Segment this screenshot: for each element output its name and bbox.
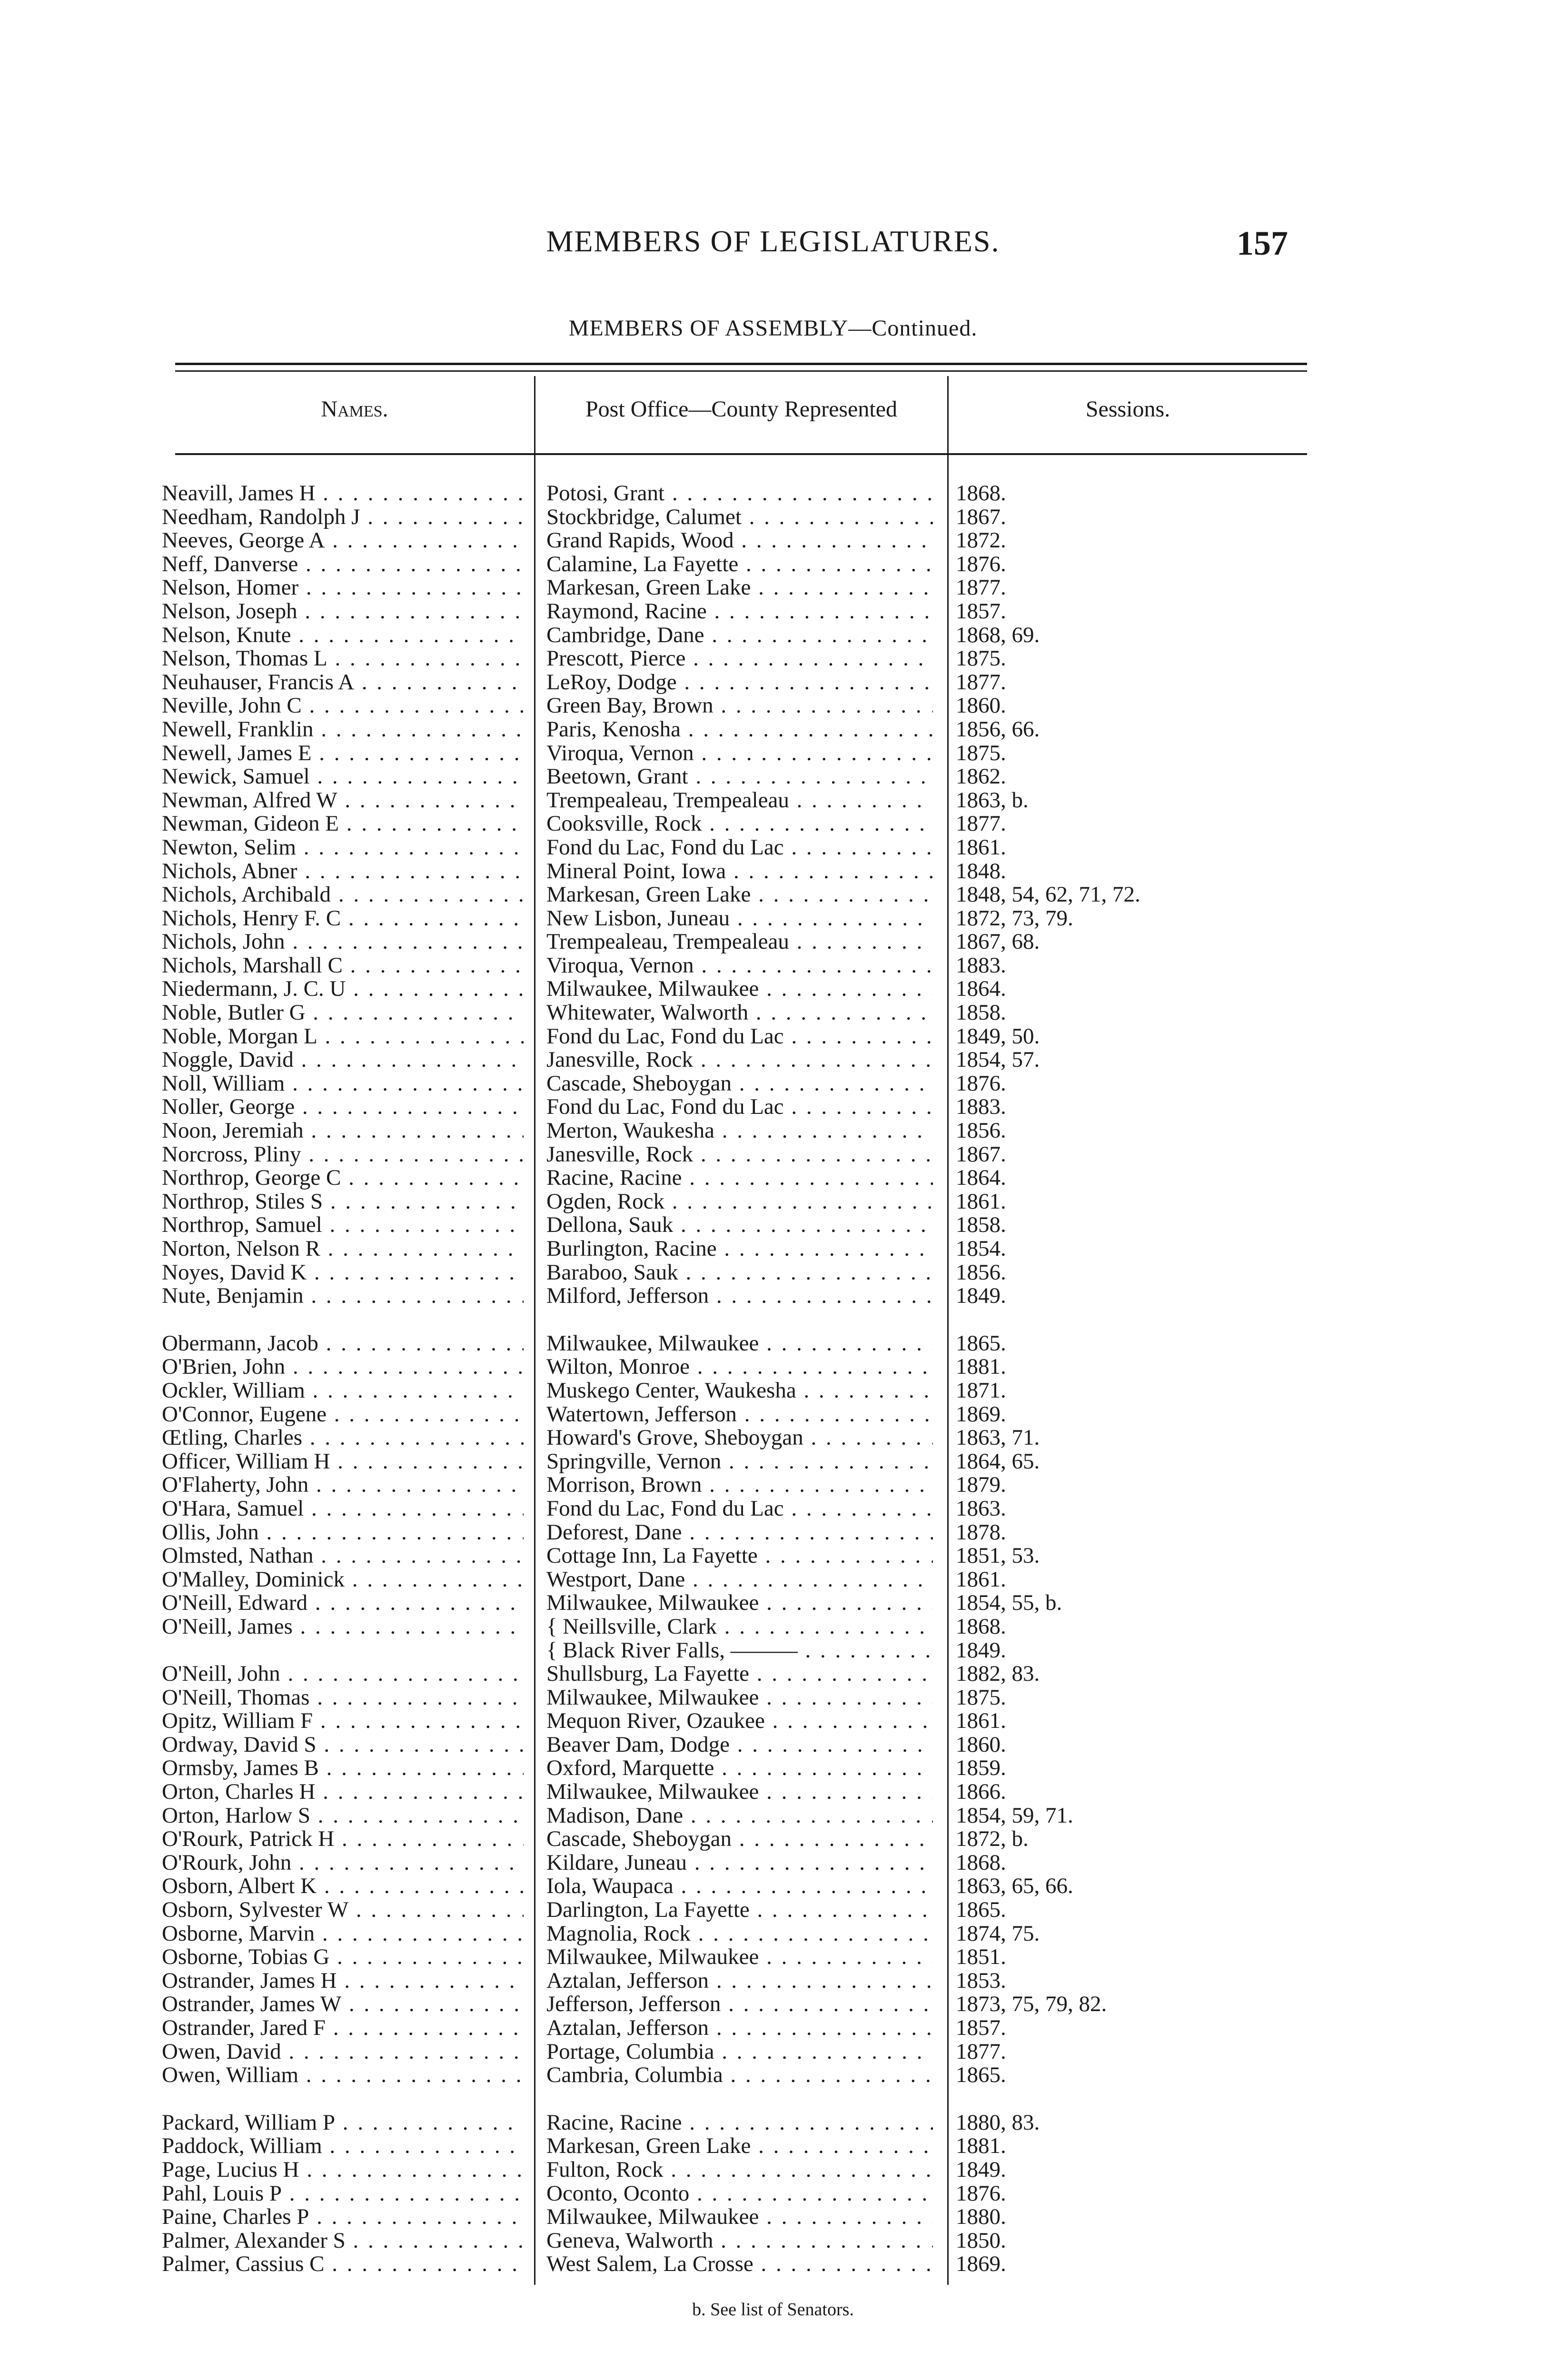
member-name: Œtling, Charles . . . bbox=[162, 1426, 524, 1450]
post-office-county: Aztalan, Jefferson . . . bbox=[546, 2016, 933, 2040]
post-office-county: { Neillsville, Clark . . . bbox=[546, 1615, 933, 1639]
post-office-county: Green Bay, Brown . . . bbox=[546, 694, 933, 718]
sessions: 1862. bbox=[956, 764, 1006, 789]
member-name: Ollis, John . . . bbox=[162, 1521, 524, 1545]
member-name: Osborne, Marvin . . . bbox=[162, 1922, 524, 1946]
member-name: Noble, Morgan L . . . bbox=[162, 1025, 524, 1049]
footnote: b. See list of Senators. bbox=[692, 2300, 854, 2320]
post-office-county: Viroqua, Vernon . . . bbox=[546, 742, 933, 765]
sessions: 1877. bbox=[956, 575, 1006, 600]
post-office-county: Milwaukee, Milwaukee . . . bbox=[546, 2205, 933, 2229]
sessions: 1864. bbox=[956, 1165, 1006, 1190]
member-name: Olmsted, Nathan . . . bbox=[162, 1544, 524, 1568]
sessions: 1881. bbox=[956, 1354, 1006, 1379]
member-name: O'Neill, Edward . . . bbox=[162, 1591, 524, 1615]
member-name: Noller, George . . . bbox=[162, 1095, 524, 1119]
sessions: 1880. bbox=[956, 2204, 1006, 2230]
column-header-names: Names. bbox=[321, 397, 388, 422]
sessions: 1865. bbox=[956, 1330, 1006, 1356]
member-name: Page, Lucius H . . . bbox=[162, 2158, 524, 2182]
sessions: 1868, 69. bbox=[956, 622, 1040, 647]
post-office-county: Stockbridge, Calumet . . . bbox=[546, 506, 933, 529]
sessions: 1864, 65. bbox=[956, 1448, 1040, 1474]
sessions: 1883. bbox=[956, 952, 1006, 978]
sessions: 1863. bbox=[956, 1496, 1006, 1521]
sessions: 1874, 75. bbox=[956, 1921, 1040, 1946]
sessions: 1857. bbox=[956, 2015, 1006, 2040]
sessions: 1882, 83. bbox=[956, 1661, 1040, 1686]
post-office-county: Whitewater, Walworth . . . bbox=[546, 1001, 933, 1025]
column-header-sessions: Sessions. bbox=[1085, 397, 1170, 422]
sessions: 1850. bbox=[956, 2228, 1006, 2253]
member-name: O'Rourk, Patrick H . . . bbox=[162, 1827, 524, 1851]
post-office-county: Mineral Point, Iowa . . . bbox=[546, 860, 933, 883]
member-name: O'Neill, John . . . bbox=[162, 1662, 524, 1686]
sessions: 1877. bbox=[956, 2039, 1006, 2064]
post-office-county: Beetown, Grant . . . bbox=[546, 765, 933, 789]
sessions: 1869. bbox=[956, 2251, 1006, 2277]
table-subtitle: MEMBERS OF ASSEMBLY—Continued. bbox=[568, 316, 978, 341]
post-office-county: Shullsburg, La Fayette . . . bbox=[546, 1662, 933, 1686]
post-office-county: Mequon River, Ozaukee . . . bbox=[546, 1709, 933, 1733]
post-office-county: Janesville, Rock . . . bbox=[546, 1143, 933, 1167]
post-office-county: Janesville, Rock . . . bbox=[546, 1048, 933, 1072]
sessions: 1872, b. bbox=[956, 1826, 1029, 1852]
post-office-county: Magnolia, Rock . . . bbox=[546, 1922, 933, 1946]
post-office-county: Cottage Inn, La Fayette . . . bbox=[546, 1544, 933, 1568]
sessions: 1851, 53. bbox=[956, 1543, 1040, 1568]
member-name: Obermann, Jacob . . . bbox=[162, 1332, 524, 1356]
member-name: Owen, David . . . bbox=[162, 2040, 524, 2064]
post-office-county: Milwaukee, Milwaukee . . . bbox=[546, 1332, 933, 1356]
sessions: 1876. bbox=[956, 2181, 1006, 2206]
member-name: Newman, Alfred W . . . bbox=[162, 789, 524, 813]
post-office-county: Potosi, Grant . . . bbox=[546, 482, 933, 506]
post-office-county: Jefferson, Jefferson . . . bbox=[546, 1993, 933, 2016]
sessions: 1854, 59, 71. bbox=[956, 1803, 1073, 1828]
post-office-county: Portage, Columbia . . . bbox=[546, 2040, 933, 2064]
sessions: 1866. bbox=[956, 1779, 1006, 1805]
post-office-county: Fond du Lac, Fond du Lac . . . bbox=[546, 1095, 933, 1119]
post-office-county: Milford, Jefferson . . . bbox=[546, 1284, 933, 1308]
member-name: O'Rourk, John . . . bbox=[162, 1851, 524, 1875]
column-divider-1 bbox=[534, 376, 535, 2285]
sessions: 1849. bbox=[956, 1283, 1006, 1309]
post-office-county: Cambria, Columbia . . . bbox=[546, 2063, 933, 2087]
member-name: Noll, William . . . bbox=[162, 1072, 524, 1096]
sessions: 1868. bbox=[956, 1614, 1006, 1639]
sessions: 1854. bbox=[956, 1236, 1006, 1261]
sessions: 1854, 57. bbox=[956, 1047, 1040, 1072]
post-office-county: Trempealeau, Trempealeau . . . bbox=[546, 930, 933, 954]
column-divider-2 bbox=[947, 376, 949, 2285]
sessions: 1857. bbox=[956, 598, 1006, 624]
post-office-county: Muskego Center, Waukesha . . . bbox=[546, 1379, 933, 1403]
member-name: Nelson, Joseph . . . bbox=[162, 600, 524, 624]
member-name: Ockler, William . . . bbox=[162, 1379, 524, 1403]
member-name: Palmer, Alexander S . . . bbox=[162, 2229, 524, 2253]
sessions: 1878. bbox=[956, 1519, 1006, 1545]
post-office-county: Cambridge, Dane . . . bbox=[546, 624, 933, 647]
post-office-county: Deforest, Dane . . . bbox=[546, 1521, 933, 1545]
post-office-county: Fond du Lac, Fond du Lac . . . bbox=[546, 1497, 933, 1521]
post-office-county: Milwaukee, Milwaukee . . . bbox=[546, 1686, 933, 1710]
sessions: 1877. bbox=[956, 669, 1006, 694]
member-name: Northrop, George C . . . bbox=[162, 1166, 524, 1190]
member-name: Neeves, George A . . . bbox=[162, 529, 524, 553]
member-name: Niedermann, J. C. U . . . bbox=[162, 977, 524, 1001]
member-name: Newell, Franklin . . . bbox=[162, 718, 524, 742]
page-title: MEMBERS OF LEGISLATURES. bbox=[546, 224, 1000, 258]
post-office-county: Merton, Waukesha . . . bbox=[546, 1119, 933, 1143]
member-name: O'Brien, John . . . bbox=[162, 1355, 524, 1379]
sessions: 1859. bbox=[956, 1755, 1006, 1781]
top-double-rule-1 bbox=[175, 363, 1307, 365]
member-name: Nute, Benjamin . . . bbox=[162, 1284, 524, 1308]
member-name: Noyes, David K . . . bbox=[162, 1261, 524, 1285]
sessions: 1861. bbox=[956, 834, 1006, 860]
member-name: Northrop, Stiles S . . . bbox=[162, 1190, 524, 1214]
member-name: Paddock, William . . . bbox=[162, 2134, 524, 2158]
sessions: 1848, 54, 62, 71, 72. bbox=[956, 882, 1140, 907]
post-office-county: Paris, Kenosha . . . bbox=[546, 718, 933, 742]
post-office-county: Madison, Dane . . . bbox=[546, 1804, 933, 1828]
post-office-county: Baraboo, Sauk . . . bbox=[546, 1261, 933, 1285]
member-name: Osborn, Albert K . . . bbox=[162, 1874, 524, 1898]
post-office-county: Dellona, Sauk . . . bbox=[546, 1213, 933, 1237]
post-office-county: Racine, Racine . . . bbox=[546, 2111, 933, 2135]
sessions: 1883. bbox=[956, 1094, 1006, 1120]
sessions: 1865. bbox=[956, 1897, 1006, 1923]
post-office-county: Raymond, Racine . . . bbox=[546, 600, 933, 624]
header-bottom-rule bbox=[175, 453, 1307, 455]
post-office-county: Markesan, Green Lake . . . bbox=[546, 883, 933, 907]
sessions: 1872, 73, 79. bbox=[956, 905, 1073, 931]
member-name: Norcross, Pliny . . . bbox=[162, 1143, 524, 1167]
column-header-post-office: Post Office—County Represented bbox=[585, 397, 897, 422]
member-name: O'Flaherty, John . . . bbox=[162, 1473, 524, 1497]
sessions: 1861. bbox=[956, 1567, 1006, 1592]
member-name: Packard, William P . . . bbox=[162, 2111, 524, 2135]
member-name: O'Neill, Thomas . . . bbox=[162, 1686, 524, 1710]
post-office-county: Milwaukee, Milwaukee . . . bbox=[546, 1780, 933, 1804]
member-name: O'Connor, Eugene . . . bbox=[162, 1403, 524, 1427]
member-name: Paine, Charles P . . . bbox=[162, 2205, 524, 2229]
sessions: 1849. bbox=[956, 2157, 1006, 2182]
post-office-county: Fond du Lac, Fond du Lac . . . bbox=[546, 836, 933, 860]
member-name: Neavill, James H . . . bbox=[162, 482, 524, 506]
post-office-county: Calamine, La Fayette . . . bbox=[546, 553, 933, 576]
member-name: Owen, William . . . bbox=[162, 2063, 524, 2087]
post-office-county: Fond du Lac, Fond du Lac . . . bbox=[546, 1025, 933, 1049]
post-office-county: Markesan, Green Lake . . . bbox=[546, 2134, 933, 2158]
member-name: Newman, Gideon E . . . bbox=[162, 812, 524, 836]
member-name: Orton, Charles H . . . bbox=[162, 1780, 524, 1804]
sessions: 1872. bbox=[956, 528, 1006, 553]
post-office-county: Oconto, Oconto . . . bbox=[546, 2182, 933, 2206]
member-name: Nichols, Henry F. C . . . bbox=[162, 907, 524, 931]
member-name: Northrop, Samuel . . . bbox=[162, 1213, 524, 1237]
member-name: Ostrander, James H . . . bbox=[162, 1969, 524, 1993]
member-name: Officer, William H . . . bbox=[162, 1450, 524, 1474]
page-number: 157 bbox=[1237, 224, 1288, 262]
post-office-county: Burlington, Racine . . . bbox=[546, 1237, 933, 1261]
sessions: 1880, 83. bbox=[956, 2110, 1040, 2135]
member-name: Ordway, David S . . . bbox=[162, 1733, 524, 1757]
sessions: 1851. bbox=[956, 1944, 1006, 1970]
sessions: 1873, 75, 79, 82. bbox=[956, 1992, 1107, 2017]
post-office-county: Geneva, Walworth . . . bbox=[546, 2229, 933, 2253]
member-name: Opitz, William F . . . bbox=[162, 1709, 524, 1733]
member-name: Palmer, Cassius C . . . bbox=[162, 2252, 524, 2276]
post-office-county: { Black River Falls, ——— . . . bbox=[546, 1639, 933, 1663]
sessions: 1867, 68. bbox=[956, 929, 1040, 954]
member-name: Nelson, Knute . . . bbox=[162, 624, 524, 647]
member-name: O'Hara, Samuel . . . bbox=[162, 1497, 524, 1521]
post-office-county: Ogden, Rock . . . bbox=[546, 1190, 933, 1214]
member-name: Norton, Nelson R . . . bbox=[162, 1237, 524, 1261]
post-office-county: Howard's Grove, Sheboygan . . . bbox=[546, 1426, 933, 1450]
post-office-county: Racine, Racine . . . bbox=[546, 1166, 933, 1190]
sessions: 1861. bbox=[956, 1708, 1006, 1734]
sessions: 1875. bbox=[956, 740, 1006, 765]
member-name: O'Malley, Dominick . . . bbox=[162, 1568, 524, 1592]
sessions: 1863, b. bbox=[956, 787, 1029, 813]
member-name: Neville, John C . . . bbox=[162, 694, 524, 718]
post-office-county: Wilton, Monroe . . . bbox=[546, 1355, 933, 1379]
post-office-county: Aztalan, Jefferson . . . bbox=[546, 1969, 933, 1993]
member-name: Nichols, John . . . bbox=[162, 930, 524, 954]
post-office-county: Cascade, Sheboygan . . . bbox=[546, 1827, 933, 1851]
sessions: 1860. bbox=[956, 693, 1006, 718]
post-office-county: Viroqua, Vernon . . . bbox=[546, 954, 933, 978]
member-name: Ormsby, James B . . . bbox=[162, 1756, 524, 1780]
member-name: Neuhauser, Francis A . . . bbox=[162, 671, 524, 694]
post-office-county: Watertown, Jefferson . . . bbox=[546, 1403, 933, 1427]
sessions: 1854, 55, b. bbox=[956, 1590, 1062, 1616]
member-name: Nichols, Marshall C . . . bbox=[162, 954, 524, 978]
post-office-county: Morrison, Brown . . . bbox=[546, 1473, 933, 1497]
member-name: Orton, Harlow S . . . bbox=[162, 1804, 524, 1828]
member-name: Pahl, Louis P . . . bbox=[162, 2182, 524, 2206]
sessions: 1849, 50. bbox=[956, 1023, 1040, 1049]
member-name: Osborn, Sylvester W . . . bbox=[162, 1898, 524, 1922]
sessions: 1871. bbox=[956, 1378, 1006, 1403]
sessions: 1856. bbox=[956, 1118, 1006, 1143]
member-name: O'Neill, James . . . bbox=[162, 1615, 524, 1639]
sessions: 1868. bbox=[956, 1850, 1006, 1875]
sessions: 1877. bbox=[956, 811, 1006, 836]
sessions: 1875. bbox=[956, 1685, 1006, 1710]
post-office-county: Milwaukee, Milwaukee . . . bbox=[546, 1945, 933, 1969]
member-name: Nichols, Abner . . . bbox=[162, 860, 524, 883]
sessions: 1876. bbox=[956, 551, 1006, 576]
member-name: Ostrander, James W . . . bbox=[162, 1993, 524, 2016]
post-office-county: Trempealeau, Trempealeau . . . bbox=[546, 789, 933, 813]
post-office-county: Iola, Waupaca . . . bbox=[546, 1874, 933, 1898]
sessions: 1881. bbox=[956, 2133, 1006, 2159]
post-office-county: Milwaukee, Milwaukee . . . bbox=[546, 977, 933, 1001]
sessions: 1856. bbox=[956, 1259, 1006, 1285]
sessions: 1863, 71. bbox=[956, 1425, 1040, 1450]
sessions: 1864. bbox=[956, 976, 1006, 1002]
sessions: 1876. bbox=[956, 1071, 1006, 1096]
member-name: Neff, Danverse . . . bbox=[162, 553, 524, 576]
post-office-county: Markesan, Green Lake . . . bbox=[546, 576, 933, 600]
member-name: Newell, James E . . . bbox=[162, 742, 524, 765]
sessions: 1865. bbox=[956, 2063, 1006, 2088]
sessions: 1867. bbox=[956, 1141, 1006, 1167]
sessions: 1853. bbox=[956, 1968, 1006, 1993]
sessions: 1858. bbox=[956, 1000, 1006, 1025]
post-office-county: Fulton, Rock . . . bbox=[546, 2158, 933, 2182]
member-name: Ostrander, Jared F . . . bbox=[162, 2016, 524, 2040]
post-office-county: West Salem, La Crosse . . . bbox=[546, 2252, 933, 2276]
sessions: 1867. bbox=[956, 504, 1006, 529]
post-office-county: Beaver Dam, Dodge . . . bbox=[546, 1733, 933, 1757]
member-name: Newton, Selim . . . bbox=[162, 836, 524, 860]
post-office-county: Cascade, Sheboygan . . . bbox=[546, 1072, 933, 1096]
post-office-county: Grand Rapids, Wood . . . bbox=[546, 529, 933, 553]
post-office-county: Springville, Vernon . . . bbox=[546, 1450, 933, 1474]
sessions: 1875. bbox=[956, 646, 1006, 671]
sessions: 1863, 65, 66. bbox=[956, 1874, 1073, 1899]
member-name: Nichols, Archibald . . . bbox=[162, 883, 524, 907]
post-office-county: Oxford, Marquette . . . bbox=[546, 1756, 933, 1780]
post-office-county: Kildare, Juneau . . . bbox=[546, 1851, 933, 1875]
post-office-county: Prescott, Pierce . . . bbox=[546, 647, 933, 671]
post-office-county: Westport, Dane . . . bbox=[546, 1568, 933, 1592]
sessions: 1860. bbox=[956, 1732, 1006, 1757]
sessions: 1868. bbox=[956, 481, 1006, 506]
member-name: Noggle, David . . . bbox=[162, 1048, 524, 1072]
post-office-county: Milwaukee, Milwaukee . . . bbox=[546, 1591, 933, 1615]
sessions: 1848. bbox=[956, 858, 1006, 883]
post-office-county: Darlington, La Fayette . . . bbox=[546, 1898, 933, 1922]
member-name: Osborne, Tobias G . . . bbox=[162, 1945, 524, 1969]
member-name: Newick, Samuel . . . bbox=[162, 765, 524, 789]
sessions: 1849. bbox=[956, 1637, 1006, 1663]
post-office-county: New Lisbon, Juneau . . . bbox=[546, 907, 933, 931]
member-name: Noble, Butler G . . . bbox=[162, 1001, 524, 1025]
post-office-county: Cooksville, Rock . . . bbox=[546, 812, 933, 836]
post-office-county: LeRoy, Dodge . . . bbox=[546, 671, 933, 694]
sessions: 1879. bbox=[956, 1472, 1006, 1497]
member-name: Noon, Jeremiah . . . bbox=[162, 1119, 524, 1143]
member-name: Nelson, Homer . . . bbox=[162, 576, 524, 600]
sessions: 1861. bbox=[956, 1189, 1006, 1214]
member-name: Nelson, Thomas L . . . bbox=[162, 647, 524, 671]
top-double-rule-2 bbox=[175, 370, 1307, 372]
sessions: 1869. bbox=[956, 1401, 1006, 1427]
member-name: Needham, Randolph J . . . bbox=[162, 506, 524, 529]
sessions: 1858. bbox=[956, 1212, 1006, 1238]
sessions: 1856, 66. bbox=[956, 716, 1040, 742]
